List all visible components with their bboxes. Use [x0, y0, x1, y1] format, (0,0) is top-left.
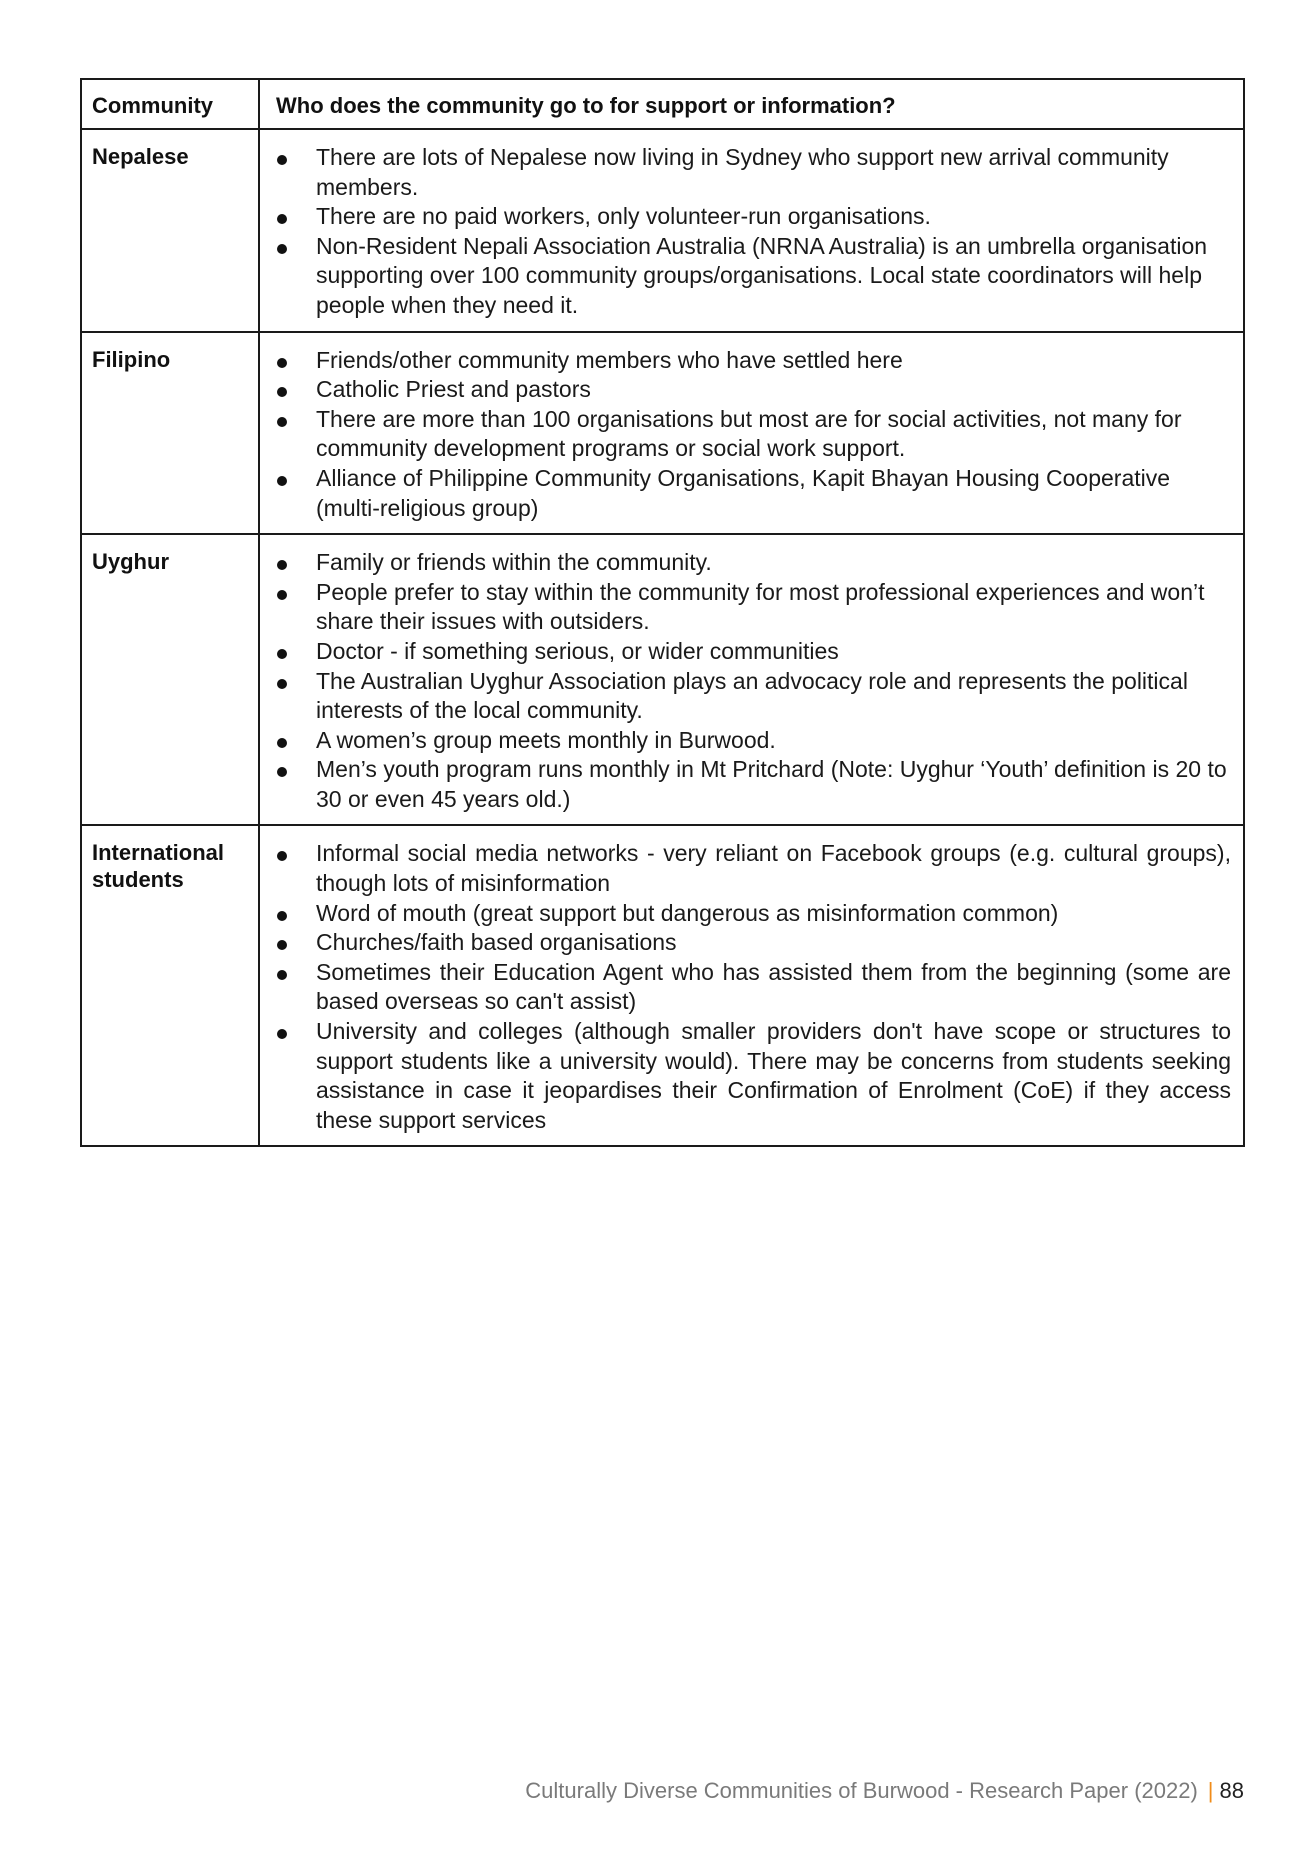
table-row [81, 332, 1244, 535]
list-item [260, 548, 1231, 578]
header-cell-question [259, 79, 1244, 129]
list-item [260, 637, 1231, 667]
support-table [80, 78, 1245, 1147]
list-item-text: Friends/other community members who have settled here [316, 346, 903, 373]
table-row [81, 129, 1244, 332]
support-cell [259, 332, 1244, 535]
bullet-icon [277, 649, 287, 659]
community-cell [81, 332, 259, 535]
list-item-text: A women’s group meets monthly in Burwood. [316, 726, 776, 753]
footer-separator: | [1207, 1778, 1214, 1803]
community-name: Filipino [92, 346, 171, 372]
bullet-icon [277, 851, 287, 861]
list-item-text: People prefer to stay within the community for most professional experiences and won’t share their issues with outsiders. [316, 578, 1205, 635]
page-footer [525, 1778, 1244, 1804]
list-item [260, 1017, 1231, 1135]
table-header-row [81, 79, 1244, 129]
list-item [260, 405, 1231, 464]
list-item-text: Non-Resident Nepali Association Australia (NRNA Australia) is an umbrella organisation supporting over 100 community groups/organisations. Local state coordinators will help people when they need it. [316, 232, 1208, 318]
footer-title: Culturally Diverse Communities of Burwood - Research Paper (2022) [525, 1778, 1198, 1803]
list-item [260, 958, 1231, 1017]
list-item [260, 755, 1231, 814]
bullet-icon [277, 155, 287, 165]
header-question: Who does the community go to for support or information? [276, 93, 896, 118]
list-item-text: Catholic Priest and pastors [316, 376, 591, 403]
support-cell [259, 534, 1244, 825]
table-row [81, 534, 1244, 825]
bullet-icon [277, 940, 287, 950]
list-item [260, 143, 1231, 202]
bullet-icon [277, 244, 287, 254]
list-item-text: Sometimes their Education Agent who has assisted them from the beginning (some are based overseas so can't assist) [316, 958, 1231, 1015]
community-name: Uyghur [92, 549, 169, 575]
bullet-icon [277, 358, 287, 368]
bullet-icon [277, 970, 287, 980]
header-cell-community [81, 79, 259, 129]
list-item [260, 899, 1231, 929]
list-item-text: Informal social media networks - very reliant on Facebook groups (e.g. cultural groups), though lots of misinformation [316, 840, 1231, 897]
bullet-list [260, 535, 1243, 824]
bullet-icon [277, 738, 287, 748]
community-cell [81, 825, 259, 1146]
bullet-list [260, 826, 1243, 1145]
list-item-text: The Australian Uyghur Association plays an advocacy role and represents the political interests of the local community. [316, 667, 1188, 724]
list-item-text: Doctor - if something serious, or wider communities [316, 637, 839, 664]
list-item-text: Alliance of Philippine Community Organisations, Kapit Bhayan Housing Cooperative (multi-religious group) [316, 464, 1171, 521]
page-number: 88 [1219, 1778, 1244, 1803]
list-item [260, 726, 1231, 756]
list-item [260, 667, 1231, 726]
list-item-text: There are more than 100 organisations but most are for social activities, not many for community development programs or social work support. [316, 405, 1182, 462]
list-item-text: Family or friends within the community. [316, 549, 712, 576]
community-cell [81, 534, 259, 825]
header-community: Community [92, 93, 213, 118]
list-item-text: University and colleges (although smaller providers don't have scope or structures to support students like a university would). There may be concerns from students seeking assistance in case it jeopardises their Confirmation of Enrolment (CoE) if they access these support services [316, 1018, 1231, 1133]
list-item [260, 346, 1231, 376]
list-item-text: Churches/faith based organisations [316, 929, 677, 956]
bullet-icon [277, 590, 287, 600]
support-cell [259, 129, 1244, 332]
list-item [260, 375, 1231, 405]
list-item [260, 232, 1231, 321]
bullet-icon [277, 417, 287, 427]
list-item-text: There are lots of Nepalese now living in Sydney who support new arrival community members. [316, 144, 1169, 200]
bullet-icon [277, 560, 287, 570]
bullet-icon [277, 767, 287, 777]
list-item [260, 928, 1231, 958]
list-item [260, 464, 1231, 523]
list-item [260, 202, 1231, 232]
list-item-text: Word of mouth (great support but dangerous as misinformation common) [316, 899, 1059, 926]
bullet-list [260, 130, 1243, 331]
community-cell [81, 129, 259, 332]
support-cell [259, 825, 1244, 1146]
bullet-icon [277, 1029, 287, 1039]
bullet-icon [277, 214, 287, 224]
bullet-list [260, 333, 1243, 534]
bullet-icon [277, 387, 287, 397]
community-name: International students [92, 840, 225, 893]
list-item [260, 578, 1231, 637]
list-item [260, 839, 1231, 898]
bullet-icon [277, 679, 287, 689]
list-item-text: There are no paid workers, only volunteer-run organisations. [316, 203, 931, 230]
table-row [81, 825, 1244, 1146]
bullet-icon [277, 476, 287, 486]
community-name: Nepalese [92, 144, 189, 169]
bullet-icon [277, 911, 287, 921]
list-item-text: Men’s youth program runs monthly in Mt Pritchard (Note: Uyghur ‘Youth’ definition is 20 to 30 or even 45 years old.) [316, 756, 1227, 812]
